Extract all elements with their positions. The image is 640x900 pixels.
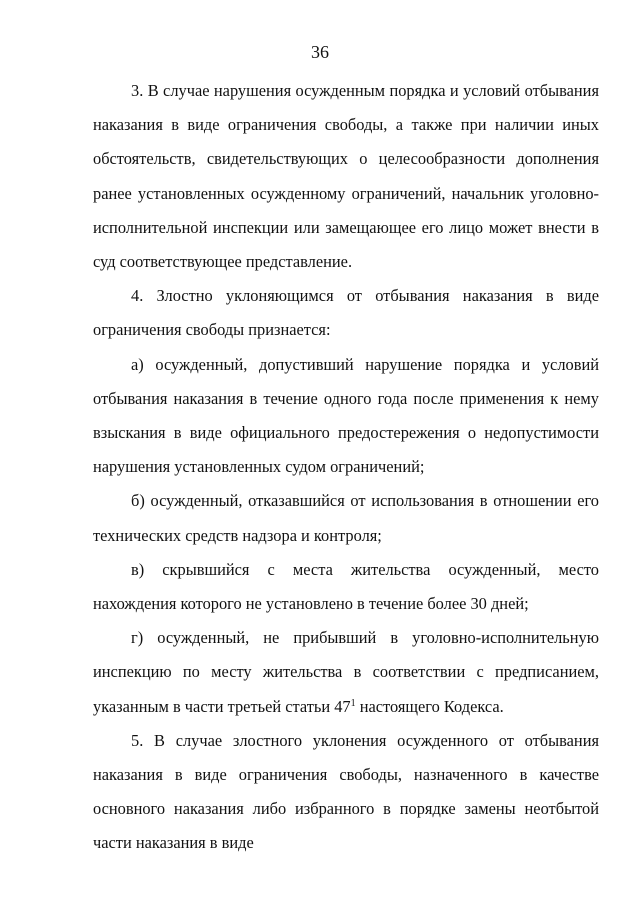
- paragraph-3: 3. В случае нарушения осужденным порядка и условий отбывания наказания в виде ограничения свободы, а также при наличии иных обстоятельств, свидетельствующих о целесообразности дополнения ранее установленных осужденному ограничений, начальник уголовно-исполнительной инспекции или замещающее его лицо может внести в суд соответствующее представление.: [93, 81, 599, 272]
- paragraph-4-item-g: [93, 621, 599, 724]
- paragraph-4-item-g-tail: настоящего Кодекса.: [355, 696, 504, 716]
- paragraph-4-item-b: б) осужденный, отказавшийся от использования в отношении его технических средств надзора и контроля;: [93, 491, 599, 545]
- paragraph-4-item-v: в) скрывшийся с места жительства осужденный, место нахождения которого не установлено в течение более 30 дней;: [93, 559, 599, 614]
- paragraph-4-item-a: а) осужденный, допустивший нарушение порядка и условий отбывания наказания в течение одного года после применения к нему взыскания в виде официального предостережения о недопустимости нарушения установленных судом ограничений;: [93, 354, 599, 477]
- page-number: 36: [311, 42, 329, 62]
- document-body: [93, 74, 599, 861]
- paragraph-5: 5. В случае злостного уклонения осужденного от отбывания наказания в виде ограничения свободы, назначенного в качестве основного наказания либо избранного в порядке замены неотбытой части наказания в виде: [93, 730, 599, 853]
- paragraph-4: 4. Злостно уклоняющимся от отбывания наказания в виде ограничения свободы признается:: [93, 286, 599, 340]
- paragraph-4-item-g-text: г) осужденный, не прибывший в уголовно-исполнительную инспекцию по месту жительства в соответствии с предписанием, указанным в части третьей статьи 47: [93, 628, 599, 716]
- article-superscript: 1: [350, 697, 356, 709]
